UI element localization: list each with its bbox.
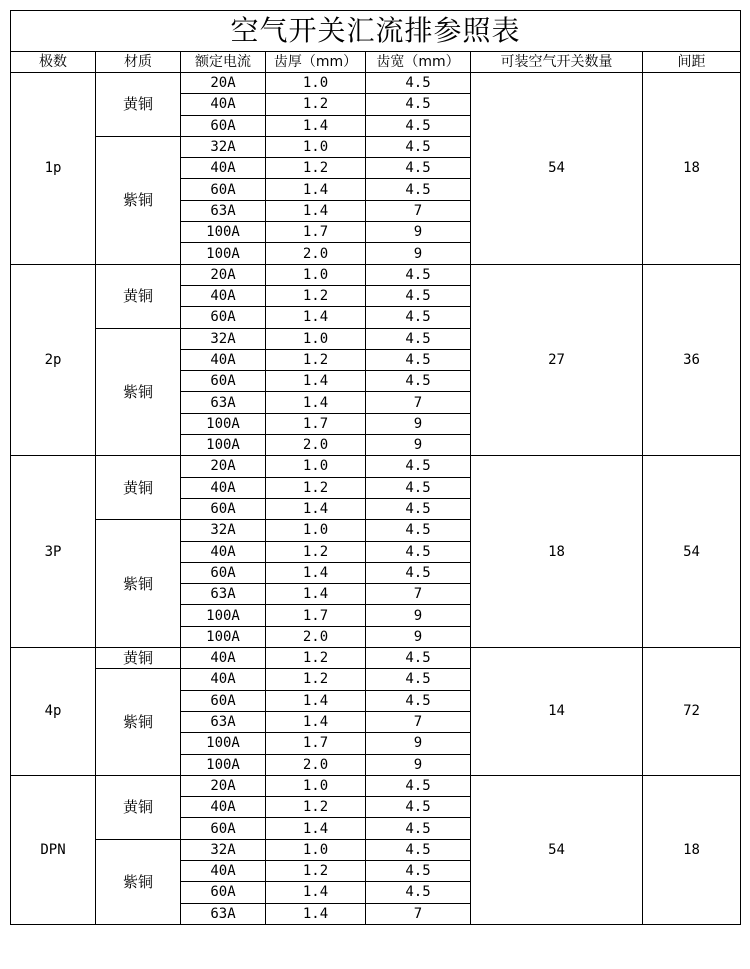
header-rated-current: 额定电流 xyxy=(181,52,266,73)
material-cell: 黄铜 xyxy=(96,73,181,137)
table-row xyxy=(11,264,741,285)
width-cell: 9 xyxy=(366,435,471,456)
width-cell: 7 xyxy=(366,903,471,924)
current-cell: 20A xyxy=(181,264,266,285)
current-cell: 60A xyxy=(181,115,266,136)
switch-count-cell: 27 xyxy=(471,264,643,456)
width-cell: 7 xyxy=(366,392,471,413)
thickness-cell: 1.4 xyxy=(266,498,366,519)
thickness-cell: 1.0 xyxy=(266,456,366,477)
thickness-cell: 1.0 xyxy=(266,328,366,349)
pole-cell: 4p xyxy=(11,648,96,776)
thickness-cell: 1.0 xyxy=(266,839,366,860)
thickness-cell: 1.2 xyxy=(266,349,366,370)
width-cell: 4.5 xyxy=(366,669,471,690)
width-cell: 4.5 xyxy=(366,882,471,903)
current-cell: 60A xyxy=(181,498,266,519)
current-cell: 40A xyxy=(181,541,266,562)
current-cell: 20A xyxy=(181,775,266,796)
width-cell: 9 xyxy=(366,413,471,434)
thickness-cell: 1.0 xyxy=(266,73,366,94)
material-cell: 黄铜 xyxy=(96,264,181,328)
thickness-cell: 1.2 xyxy=(266,158,366,179)
thickness-cell: 1.0 xyxy=(266,136,366,157)
width-cell: 4.5 xyxy=(366,307,471,328)
table-title: 空气开关汇流排参照表 xyxy=(11,11,741,52)
current-cell: 60A xyxy=(181,690,266,711)
thickness-cell: 1.4 xyxy=(266,371,366,392)
current-cell: 40A xyxy=(181,860,266,881)
width-cell: 7 xyxy=(366,200,471,221)
width-cell: 4.5 xyxy=(366,860,471,881)
current-cell: 32A xyxy=(181,839,266,860)
current-cell: 60A xyxy=(181,818,266,839)
material-cell: 紫铜 xyxy=(96,839,181,924)
spacing-cell: 72 xyxy=(643,648,741,776)
width-cell: 4.5 xyxy=(366,498,471,519)
width-cell: 9 xyxy=(366,243,471,264)
thickness-cell: 1.4 xyxy=(266,392,366,413)
thickness-cell: 1.4 xyxy=(266,690,366,711)
width-cell: 4.5 xyxy=(366,115,471,136)
thickness-cell: 1.4 xyxy=(266,179,366,200)
header-tooth-thickness: 齿厚（mm） xyxy=(266,52,366,73)
width-cell: 4.5 xyxy=(366,94,471,115)
thickness-cell: 1.4 xyxy=(266,818,366,839)
current-cell: 63A xyxy=(181,584,266,605)
width-cell: 4.5 xyxy=(366,541,471,562)
thickness-cell: 1.4 xyxy=(266,115,366,136)
material-cell: 黄铜 xyxy=(96,775,181,839)
material-cell: 紫铜 xyxy=(96,520,181,648)
width-cell: 4.5 xyxy=(366,775,471,796)
material-cell: 紫铜 xyxy=(96,669,181,775)
width-cell: 7 xyxy=(366,711,471,732)
material-cell: 黄铜 xyxy=(96,456,181,520)
current-cell: 40A xyxy=(181,349,266,370)
width-cell: 4.5 xyxy=(366,648,471,669)
current-cell: 20A xyxy=(181,73,266,94)
width-cell: 9 xyxy=(366,605,471,626)
width-cell: 9 xyxy=(366,222,471,243)
current-cell: 40A xyxy=(181,285,266,306)
thickness-cell: 1.0 xyxy=(266,520,366,541)
table-row xyxy=(11,73,741,94)
current-cell: 60A xyxy=(181,882,266,903)
thickness-cell: 1.0 xyxy=(266,775,366,796)
thickness-cell: 2.0 xyxy=(266,435,366,456)
current-cell: 20A xyxy=(181,456,266,477)
width-cell: 4.5 xyxy=(366,328,471,349)
thickness-cell: 1.0 xyxy=(266,264,366,285)
width-cell: 4.5 xyxy=(366,136,471,157)
width-cell: 9 xyxy=(366,733,471,754)
width-cell: 4.5 xyxy=(366,839,471,860)
current-cell: 60A xyxy=(181,179,266,200)
current-cell: 63A xyxy=(181,903,266,924)
thickness-cell: 1.4 xyxy=(266,711,366,732)
material-cell: 紫铜 xyxy=(96,328,181,456)
spacing-cell: 18 xyxy=(643,73,741,265)
table-body xyxy=(11,73,741,925)
material-cell: 紫铜 xyxy=(96,136,181,264)
current-cell: 40A xyxy=(181,797,266,818)
table-row xyxy=(11,775,741,796)
spacing-cell: 18 xyxy=(643,775,741,924)
table-row xyxy=(11,456,741,477)
header-material: 材质 xyxy=(96,52,181,73)
thickness-cell: 1.2 xyxy=(266,285,366,306)
width-cell: 4.5 xyxy=(366,797,471,818)
current-cell: 60A xyxy=(181,562,266,583)
reference-table xyxy=(10,10,741,925)
header-pole: 极数 xyxy=(11,52,96,73)
header-spacing: 间距 xyxy=(643,52,741,73)
thickness-cell: 1.2 xyxy=(266,94,366,115)
width-cell: 4.5 xyxy=(366,818,471,839)
width-cell: 4.5 xyxy=(366,456,471,477)
thickness-cell: 1.4 xyxy=(266,584,366,605)
current-cell: 40A xyxy=(181,477,266,498)
width-cell: 7 xyxy=(366,584,471,605)
switch-count-cell: 54 xyxy=(471,775,643,924)
pole-cell: DPN xyxy=(11,775,96,924)
material-cell: 黄铜 xyxy=(96,648,181,669)
thickness-cell: 1.2 xyxy=(266,797,366,818)
width-cell: 4.5 xyxy=(366,285,471,306)
current-cell: 100A xyxy=(181,605,266,626)
thickness-cell: 1.7 xyxy=(266,733,366,754)
thickness-cell: 1.2 xyxy=(266,648,366,669)
width-cell: 4.5 xyxy=(366,690,471,711)
current-cell: 40A xyxy=(181,158,266,179)
width-cell: 4.5 xyxy=(366,477,471,498)
current-cell: 40A xyxy=(181,669,266,690)
header-row xyxy=(11,52,741,73)
thickness-cell: 2.0 xyxy=(266,754,366,775)
current-cell: 32A xyxy=(181,136,266,157)
switch-count-cell: 18 xyxy=(471,456,643,648)
pole-cell: 2p xyxy=(11,264,96,456)
width-cell: 4.5 xyxy=(366,520,471,541)
current-cell: 100A xyxy=(181,435,266,456)
current-cell: 40A xyxy=(181,648,266,669)
spacing-cell: 54 xyxy=(643,456,741,648)
title-row xyxy=(11,11,741,52)
switch-count-cell: 14 xyxy=(471,648,643,776)
switch-count-cell: 54 xyxy=(471,73,643,265)
thickness-cell: 1.4 xyxy=(266,882,366,903)
width-cell: 4.5 xyxy=(366,158,471,179)
current-cell: 100A xyxy=(181,733,266,754)
thickness-cell: 1.7 xyxy=(266,413,366,434)
current-cell: 100A xyxy=(181,754,266,775)
thickness-cell: 2.0 xyxy=(266,243,366,264)
thickness-cell: 1.2 xyxy=(266,541,366,562)
current-cell: 100A xyxy=(181,243,266,264)
width-cell: 4.5 xyxy=(366,73,471,94)
current-cell: 60A xyxy=(181,371,266,392)
thickness-cell: 2.0 xyxy=(266,626,366,647)
current-cell: 32A xyxy=(181,328,266,349)
thickness-cell: 1.2 xyxy=(266,477,366,498)
thickness-cell: 1.2 xyxy=(266,669,366,690)
width-cell: 9 xyxy=(366,626,471,647)
current-cell: 60A xyxy=(181,307,266,328)
thickness-cell: 1.2 xyxy=(266,860,366,881)
thickness-cell: 1.4 xyxy=(266,562,366,583)
pole-cell: 1p xyxy=(11,73,96,265)
thickness-cell: 1.7 xyxy=(266,222,366,243)
width-cell: 4.5 xyxy=(366,349,471,370)
header-tooth-width: 齿宽（mm） xyxy=(366,52,471,73)
width-cell: 9 xyxy=(366,754,471,775)
current-cell: 63A xyxy=(181,711,266,732)
width-cell: 4.5 xyxy=(366,179,471,200)
thickness-cell: 1.7 xyxy=(266,605,366,626)
thickness-cell: 1.4 xyxy=(266,307,366,328)
spacing-cell: 36 xyxy=(643,264,741,456)
table-row xyxy=(11,648,741,669)
header-switch-count: 可装空气开关数量 xyxy=(471,52,643,73)
thickness-cell: 1.4 xyxy=(266,903,366,924)
thickness-cell: 1.4 xyxy=(266,200,366,221)
width-cell: 4.5 xyxy=(366,371,471,392)
width-cell: 4.5 xyxy=(366,562,471,583)
current-cell: 32A xyxy=(181,520,266,541)
current-cell: 63A xyxy=(181,392,266,413)
current-cell: 100A xyxy=(181,626,266,647)
current-cell: 100A xyxy=(181,222,266,243)
current-cell: 63A xyxy=(181,200,266,221)
width-cell: 4.5 xyxy=(366,264,471,285)
current-cell: 100A xyxy=(181,413,266,434)
pole-cell: 3P xyxy=(11,456,96,648)
current-cell: 40A xyxy=(181,94,266,115)
